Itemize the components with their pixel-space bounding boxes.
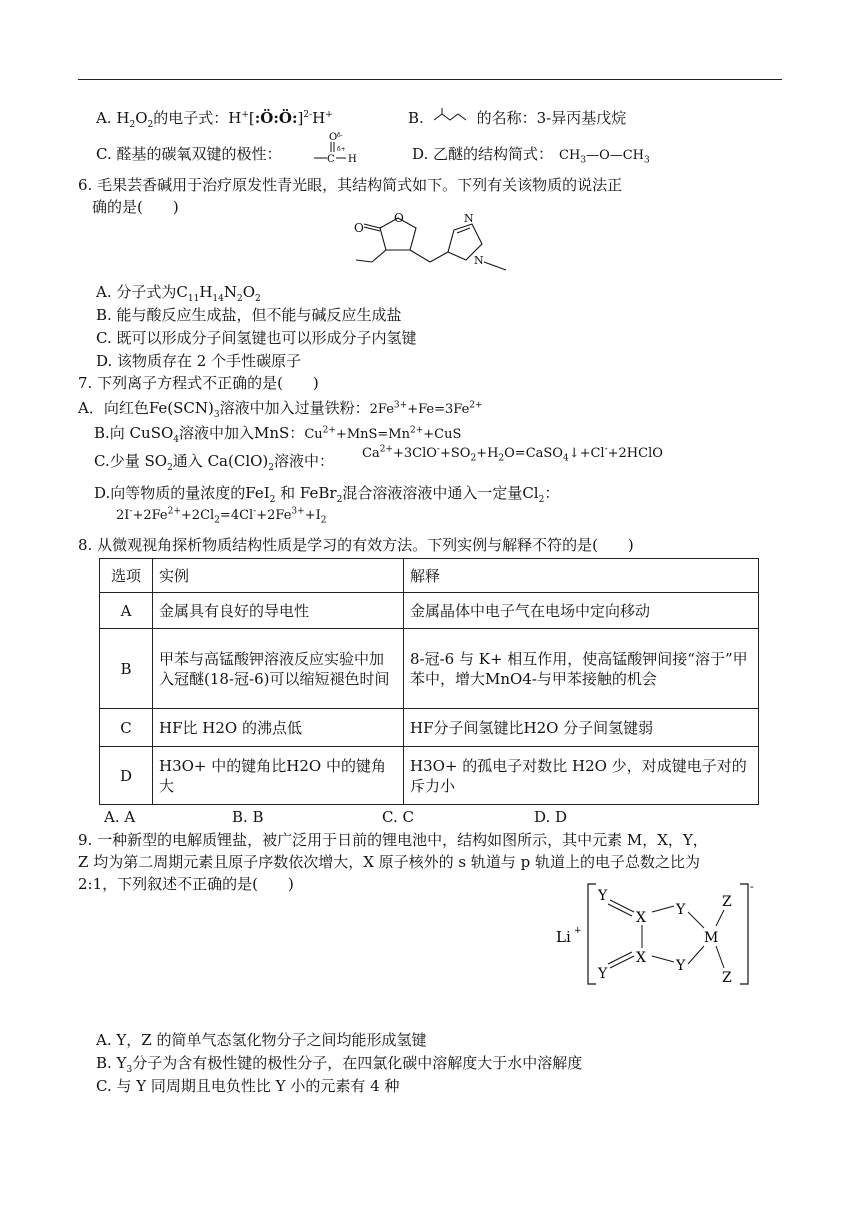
q9-option-a: A. Y，Z 的简单气态氢化物分子之间均能形成氢键 [96, 1031, 427, 1049]
table-header-row [100, 559, 759, 593]
table-cell: D [100, 747, 153, 805]
svg-text:N: N [474, 254, 484, 267]
q6-option-d: D. 该物质存在 2 个手性碳原子 [96, 352, 302, 370]
svg-text:-: - [750, 880, 754, 893]
table-cell: H3O+ 的孤电子对数比 H2O 少，对成键电子对的斥力小 [404, 747, 759, 805]
svg-text:δ-: δ- [337, 132, 343, 139]
svg-text:N: N [464, 212, 474, 225]
q7-option-b: B.向 CuSO$_4$溶液中加入MnS：$Cu^{2+}+MnS=Mn^{2+}+CuS$ [94, 424, 462, 445]
table-cell: 金属具有良好的导电性 [153, 593, 404, 629]
q8-stem: 8. 从微观视角探析物质结构性质是学习的有效方法。下列实例与解释不符的是( ) [78, 536, 634, 554]
svg-text:O: O [329, 132, 338, 143]
q7-stem: 7. 下列离子方程式不正确的是( ) [78, 374, 319, 392]
q9-option-b: B. $Y_3$分子为含有极性键的极性分子，在四氯化碳中溶解度大于水中溶解度 [96, 1054, 583, 1075]
q6-option-b: B. 能与酸反应生成盐，但不能与碱反应生成盐 [96, 306, 402, 324]
svg-text:Y: Y [676, 902, 686, 918]
q8-answer-b: B. B [232, 808, 264, 826]
q8-table [99, 558, 759, 805]
q6-stem-line2: 确的是( ) [92, 198, 179, 216]
svg-text:O: O [354, 221, 364, 235]
q8-answer-a: A. A [104, 808, 136, 826]
svg-text:X: X [636, 950, 646, 966]
q9-stem-line1: 9. 一种新型的电解质锂盐，被广泛用于日前的锂电池中，结构如图所示，其中元素 M，X，Y， [78, 831, 708, 849]
branched-alkane-skeleton [432, 106, 476, 126]
q8-answer-c: C. C [382, 808, 414, 826]
table-cell: C [100, 709, 153, 747]
q9-option-c: C. 与 Y 同周期且电负性比 Y 小的元素有 4 种 [96, 1077, 400, 1095]
table-header: 解释 [404, 559, 759, 593]
svg-text:C: C [327, 154, 335, 165]
svg-text:Li: Li [556, 928, 571, 946]
svg-text:δ+: δ+ [337, 146, 346, 153]
q5-option-c: C. 醛基的碳氧双键的极性： [96, 145, 282, 163]
svg-text:H: H [348, 154, 357, 165]
table-cell: HF比 H2O 的沸点低 [153, 709, 404, 747]
aldehyde-polarity-structure [312, 131, 362, 165]
table-row [100, 747, 759, 805]
q6-option-a: A. 分子式为$C_{11}H_{14}N_2O_2$ [96, 283, 261, 304]
q6-stem-line1: 6. 毛果芸香碱用于治疗原发性青光眼，其结构简式如下。下列有关该物质的说法正 [78, 176, 623, 194]
q7-option-d-equation: $2I^-+2Fe^{2+}+2Cl_2=4Cl^-+2Fe^{3+}+I_2$ [116, 506, 327, 526]
table-row [100, 709, 759, 747]
svg-text:Z: Z [722, 894, 732, 910]
table-cell: B [100, 629, 153, 709]
header-rule [78, 79, 782, 80]
q7-option-c-equation: $Ca^{2+}+3ClO^-+SO_2+H_2O=CaSO_4↓+Cl^-+2HClO$ [362, 444, 663, 464]
q5-option-d: D. 乙醚的结构简式： $CH_3—O—CH_3$ [412, 145, 650, 166]
table-row [100, 593, 759, 629]
q8-answer-d: D. D [534, 808, 568, 826]
svg-text:Y: Y [598, 888, 608, 904]
svg-text:M: M [704, 930, 719, 946]
table-header: 实例 [153, 559, 404, 593]
q9-stem-line2: Z 均为第二周期元素且原子序数依次增大，X 原子核外的 s 轨道与 p 轨道上的电子总数之比为 [78, 853, 701, 871]
table-row [100, 629, 759, 709]
q5-option-a: A. $H_2O_2$的电子式：H+[:Ö:Ö:]$^{2-}$H+ [96, 109, 333, 130]
q7-option-c: C.少量 $SO_2$通入 $Ca(ClO)_2$溶液中： [94, 452, 335, 473]
svg-text:Z: Z [722, 970, 732, 986]
q9-stem-line3: 2:1，下列叙述不正确的是( ) [78, 875, 294, 893]
pilocarpine-structure [350, 200, 530, 276]
svg-text:O: O [394, 211, 404, 225]
svg-text:Y: Y [676, 958, 686, 974]
table-cell: 金属晶体中电子气在电场中定向移动 [404, 593, 759, 629]
table-cell: 8-冠-6 与 K+ 相互作用，使高锰酸钾间接“溶于”甲苯中，增大MnO4-与甲苯接触的机会 [404, 629, 759, 709]
table-cell: HF分子间氢键比H2O 分子间氢键弱 [404, 709, 759, 747]
q5-option-b: B. 的名称：3-异丙基戊烷 [408, 109, 626, 127]
q7-option-d: D.向等物质的量浓度的FeI$_2$ 和 FeBr$_2$混合溶液溶液中通入一定量$Cl_2$： [94, 484, 560, 505]
q7-option-a: A．向红色$Fe(SCN)_3$溶液中加入过量铁粉：$2Fe^{3+}+Fe=3Fe^{2+}$ [78, 399, 483, 420]
svg-text:+: + [574, 926, 582, 936]
svg-text:Y: Y [598, 966, 608, 982]
lithium-salt-structure [556, 880, 766, 990]
table-header: 选项 [100, 559, 153, 593]
table-cell: 甲苯与高锰酸钾溶液反应实验中加入冠醚(18-冠-6)可以缩短褪色时间 [153, 629, 404, 709]
table-cell: H3O+ 中的键角比H2O 中的键角大 [153, 747, 404, 805]
svg-text:X: X [636, 910, 646, 926]
q6-option-c: C. 既可以形成分子间氢键也可以形成分子内氢键 [96, 329, 417, 347]
table-cell: A [100, 593, 153, 629]
